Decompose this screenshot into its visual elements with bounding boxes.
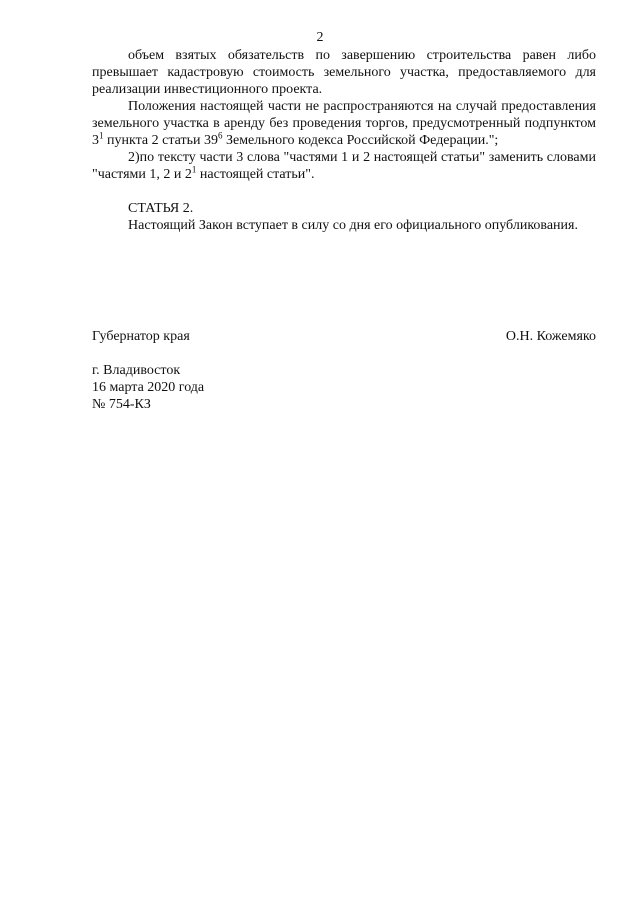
paragraph-text: пункта 2 статьи 39	[103, 133, 218, 148]
superscript: 1	[99, 130, 104, 141]
paragraph-text: настоящей статьи".	[196, 167, 315, 182]
superscript: 6	[217, 130, 223, 141]
article-title: СТАТЬЯ 2.	[128, 201, 194, 216]
place-date-block	[92, 362, 392, 413]
document-body	[92, 47, 596, 234]
superscript: 1	[191, 164, 197, 175]
paragraph-amendment	[92, 149, 596, 183]
signatory-name: О.Н. Кожемяко	[505, 329, 596, 344]
signature-row	[92, 328, 596, 345]
signatory-position: Губернатор края	[92, 329, 190, 344]
law-number: № 754-КЗ	[92, 397, 151, 412]
paragraph-text: 2)по тексту части 3 слова "частями 1 и 2 настоящей статьи" заменить словами "частями 1, 2 и 2	[92, 150, 596, 182]
law-date: 16 марта 2020 года	[92, 380, 205, 395]
paragraph-continuation	[92, 47, 596, 98]
paragraph-text: Земельного кодекса Российской Федерации.";	[222, 133, 499, 148]
paragraph-text: Положения настоящей части не распространяются на случай предоставления земельного участка в аренду без проведения торгов, предусмотренный подпунктом 3	[92, 99, 596, 148]
article-text: Настоящий Закон вступает в силу со дня его официального опубликования.	[128, 218, 578, 233]
city: г. Владивосток	[92, 363, 181, 378]
page-number: 2	[316, 30, 324, 45]
paragraph-text: объем взятых обязательств по завершению строительства равен либо превышает кадастровую стоимость земельного участка, предоставляемого для реализации инвестиционного проекта.	[92, 48, 596, 97]
paragraph-exception	[92, 98, 596, 149]
